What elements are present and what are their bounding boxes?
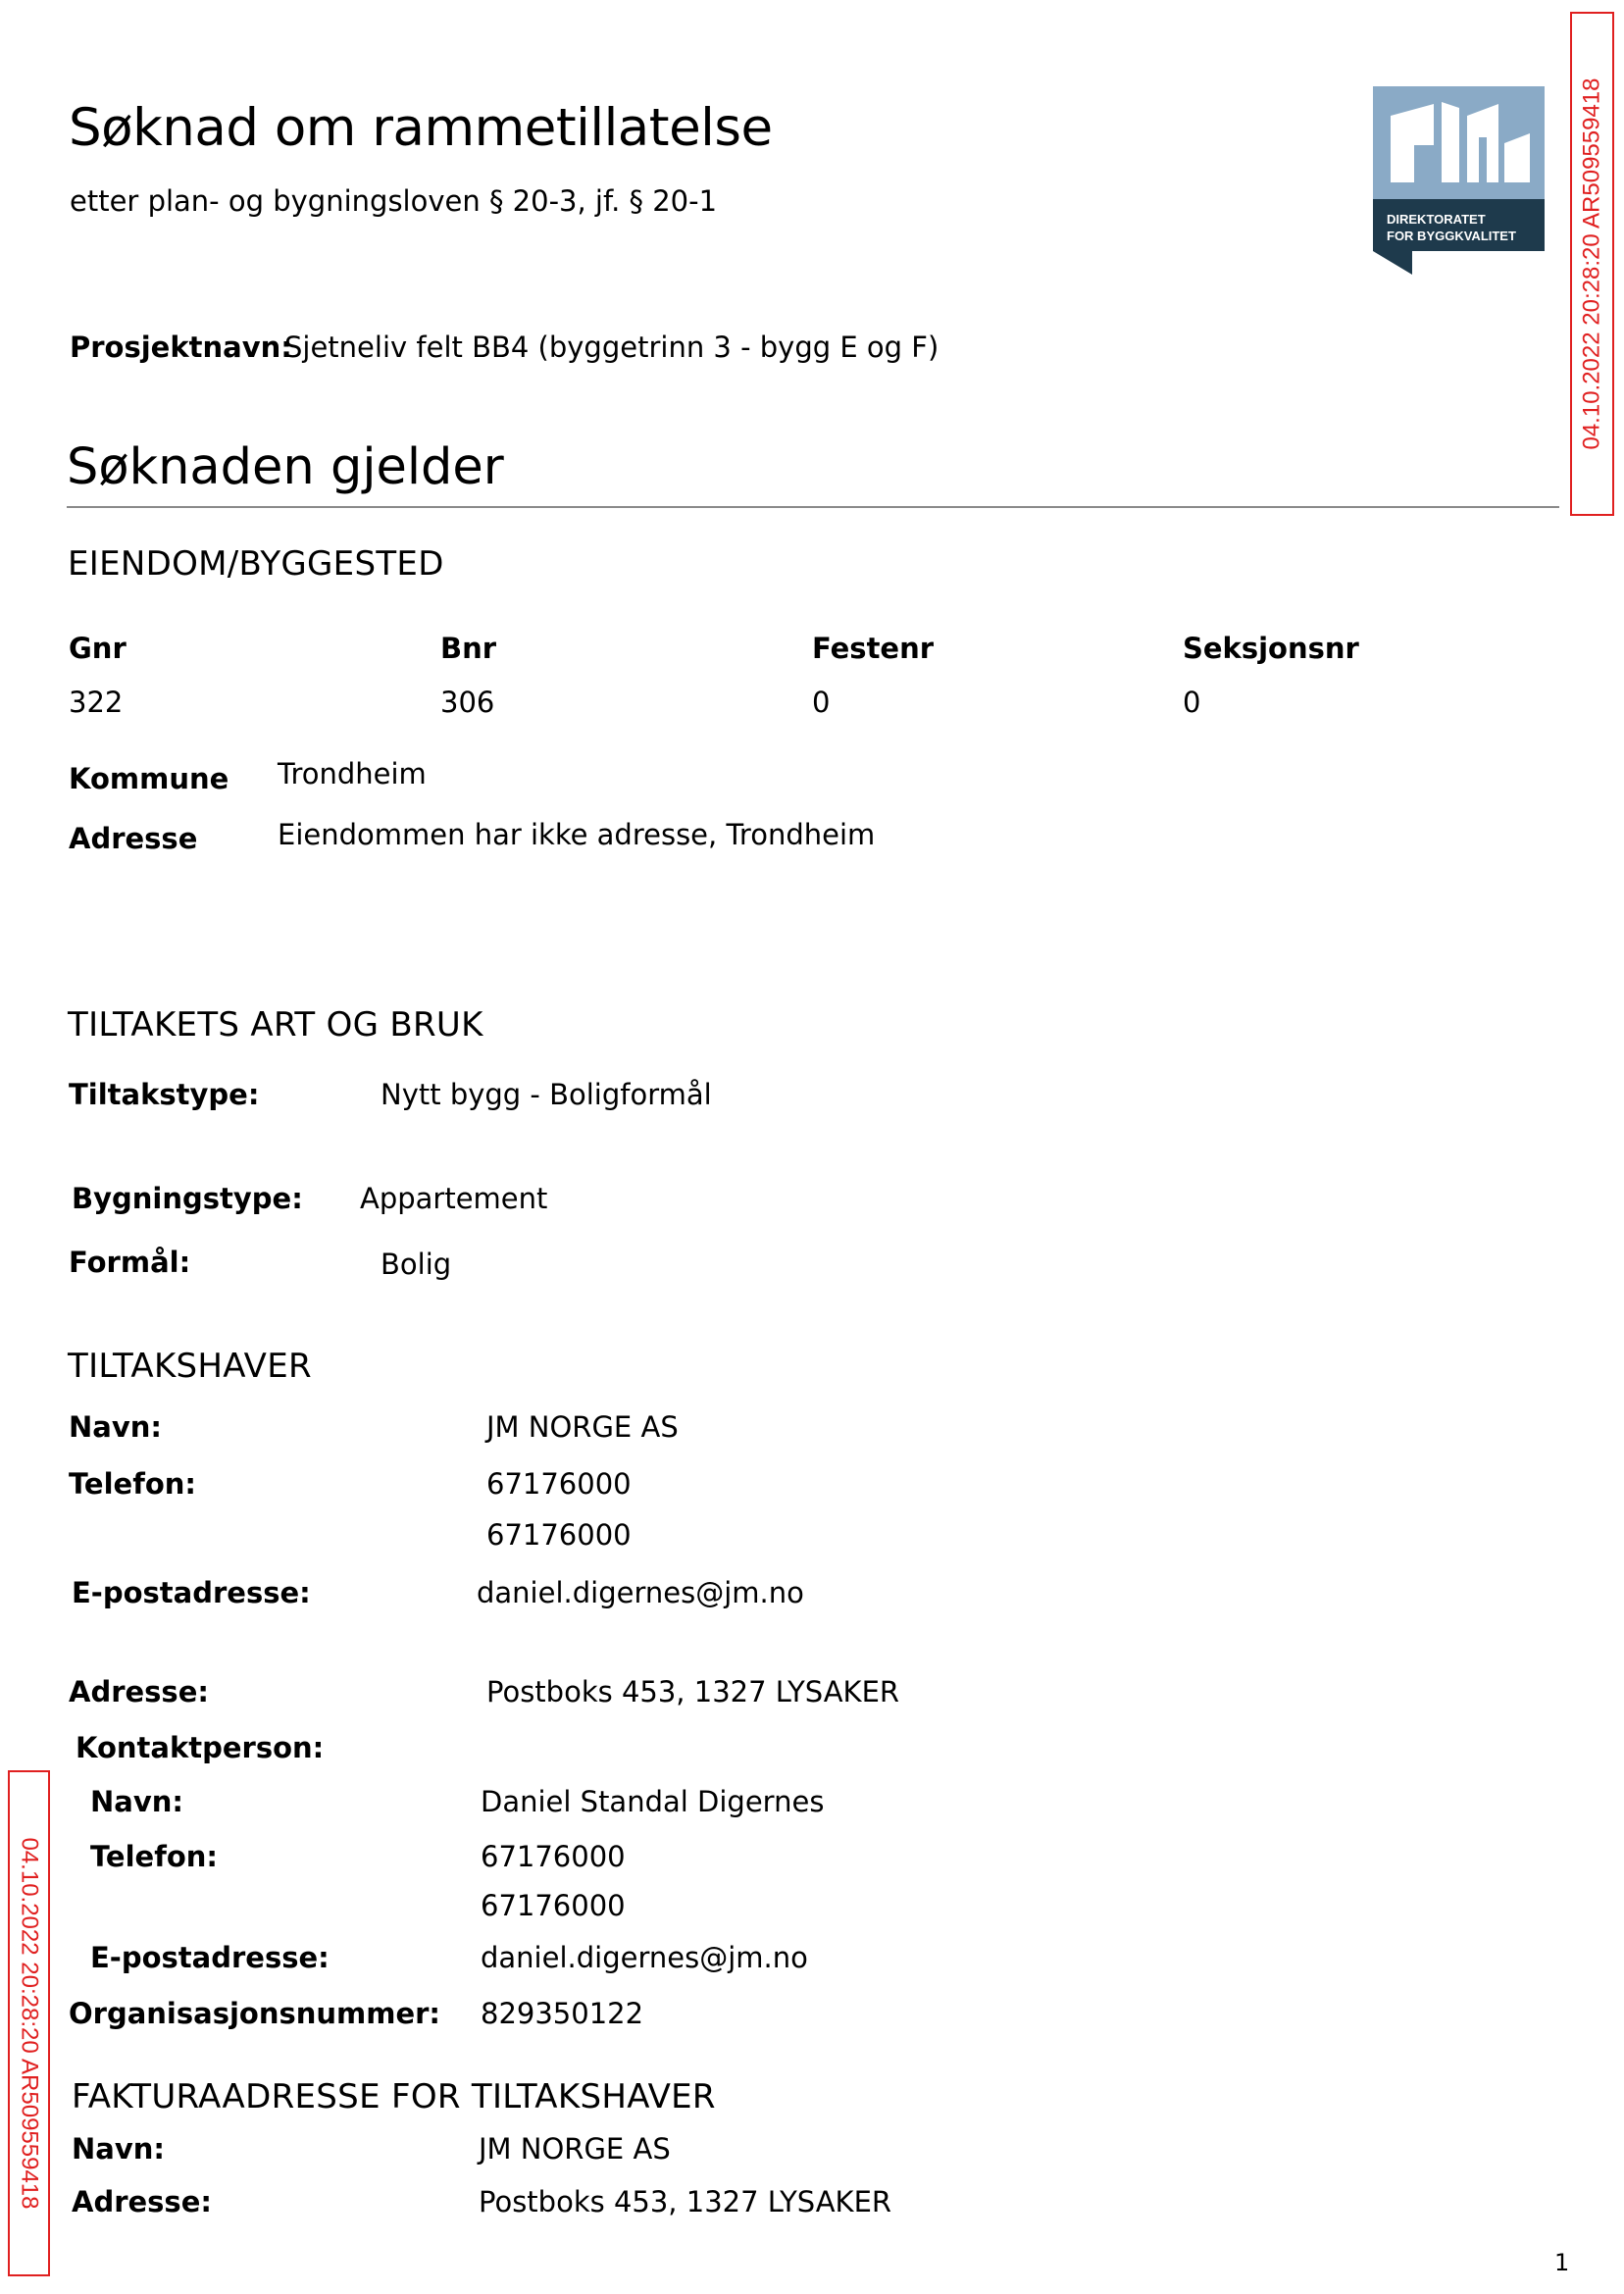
contact-epost-label: E-postadresse: [90,1941,330,1974]
owner-adresse-label: Adresse: [69,1675,209,1708]
bygningstype-label: Bygningstype: [72,1182,303,1215]
kommune-label: Kommune [69,762,229,795]
tiltakstype-label: Tiltakstype: [69,1078,260,1111]
stamp-text: 04.10.2022 20:28:20 AR509559418 [1578,77,1605,450]
contact-navn-label: Navn: [90,1785,183,1818]
timestamp-stamp-top [1570,12,1614,516]
owner-telefon-value-2: 67176000 [486,1518,632,1552]
invoice-navn-label: Navn: [72,2132,165,2166]
kommune-value: Trondheim [278,757,427,790]
page-title: Søknad om rammetillatelse [69,98,773,158]
owner-navn-value: JM NORGE AS [486,1410,679,1444]
section-divider [67,506,1559,508]
owner-adresse-value: Postboks 453, 1327 LYSAKER [486,1675,900,1708]
page-number: 1 [1554,2249,1570,2276]
festenr-header: Festenr [812,632,935,665]
owner-telefon-value-1: 67176000 [486,1467,632,1501]
seksjonsnr-header: Seksjonsnr [1183,632,1359,665]
owner-telefon-label: Telefon: [69,1467,196,1501]
contact-label: Kontaktperson: [76,1731,325,1764]
owner-heading: TILTAKSHAVER [68,1347,312,1386]
adresse-value: Eiendommen har ikke adresse, Trondheim [278,818,876,851]
gnr-value: 322 [69,686,124,719]
bnr-value: 306 [440,686,495,719]
festenr-value: 0 [812,686,831,719]
logo-text-line1: DIREKTORATET [1387,212,1486,227]
org-number-value: 829350122 [481,1997,644,2030]
stamp-text: 04.10.2022 20:28:20 AR509559418 [16,1837,43,2210]
tiltakstype-value: Nytt bygg - Boligformål [381,1078,712,1111]
owner-navn-label: Navn: [69,1410,162,1444]
dibk-logo [1373,86,1545,275]
section-title: Søknaden gjelder [67,438,504,496]
formal-value: Bolig [381,1248,452,1281]
owner-epost-label: E-postadresse: [72,1576,311,1609]
bnr-header: Bnr [440,632,497,665]
adresse-label: Adresse [69,822,198,855]
seksjonsnr-value: 0 [1183,686,1201,719]
contact-telefon-value-2: 67176000 [481,1889,626,1922]
project-name-label: Prosjektnavn: [70,331,292,364]
org-number-label: Organisasjonsnummer: [69,1997,441,2030]
gnr-header: Gnr [69,632,127,665]
invoice-adresse-value: Postboks 453, 1327 LYSAKER [479,2185,892,2218]
contact-epost-value: daniel.digernes@jm.no [481,1941,808,1974]
formal-label: Formål: [69,1246,191,1279]
measure-heading: TILTAKETS ART OG BRUK [68,1005,483,1045]
property-heading: EIENDOM/BYGGESTED [68,544,444,584]
bygningstype-value: Appartement [360,1182,548,1215]
invoice-adresse-label: Adresse: [72,2185,212,2218]
timestamp-stamp-left [8,1770,50,2276]
invoice-navn-value: JM NORGE AS [479,2132,671,2166]
logo-text-line2: FOR BYGGKVALITET [1387,229,1516,243]
invoice-heading: FAKTURAADRESSE FOR TILTAKSHAVER [72,2077,716,2116]
owner-epost-value: daniel.digernes@jm.no [477,1576,804,1609]
contact-navn-value: Daniel Standal Digernes [481,1785,825,1818]
page-subtitle: etter plan- og bygningsloven § 20-3, jf. § 20-1 [70,184,718,218]
project-name-value: Sjetneliv felt BB4 (byggetrinn 3 - bygg E og F) [284,331,939,364]
contact-telefon-label: Telefon: [90,1840,218,1873]
contact-telefon-value-1: 67176000 [481,1840,626,1873]
